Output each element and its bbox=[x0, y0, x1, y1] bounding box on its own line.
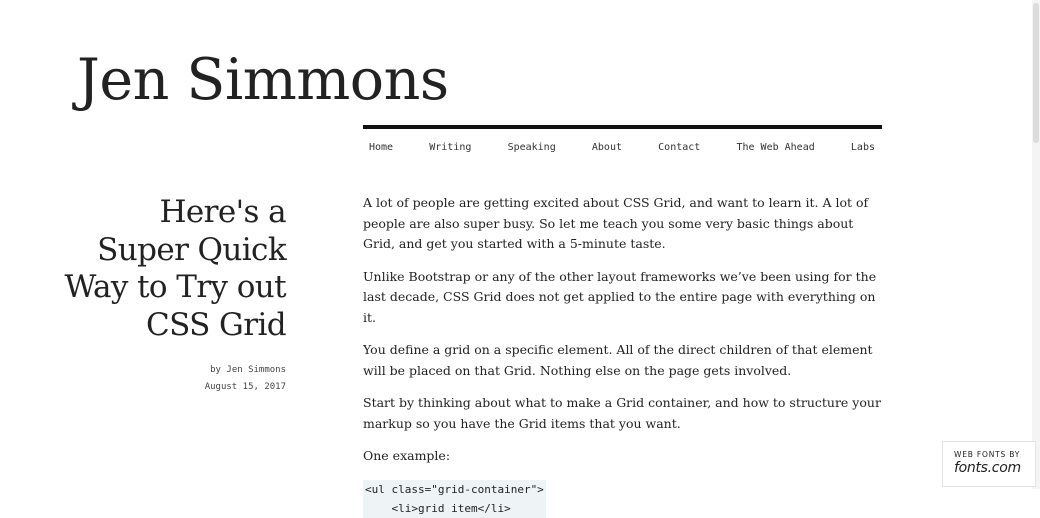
fonts-com-logo: fonts.com bbox=[954, 460, 1021, 476]
nav-item-contact[interactable]: Contact bbox=[658, 142, 701, 153]
nav-item-speaking[interactable]: Speaking bbox=[507, 142, 556, 153]
site-title[interactable]: Jen Simmons bbox=[77, 47, 449, 113]
nav-item-about[interactable]: About bbox=[591, 142, 622, 153]
paragraph: A lot of people are getting excited about CSS Grid, and want to learn it. A lot of people are also super busy. So let me teach you some very basic things about Grid, and get you started with a 5-minute taste. bbox=[363, 195, 869, 251]
post-meta bbox=[120, 362, 286, 396]
post-byline: by Jen Simmons bbox=[210, 365, 286, 375]
code-line: <ul class="grid-container"> bbox=[365, 482, 544, 496]
code-block bbox=[363, 480, 546, 518]
article-body bbox=[363, 193, 883, 518]
scrollbar-thumb[interactable] bbox=[1033, 3, 1039, 143]
nav-divider bbox=[363, 125, 882, 129]
badge-caption: WEB FONTS BY bbox=[954, 450, 1021, 459]
main-nav bbox=[369, 141, 875, 155]
nav-item-labs[interactable]: Labs bbox=[850, 142, 875, 153]
code-line: <li>grid item</li> bbox=[365, 501, 511, 515]
nav-item-the-web-ahead[interactable]: The Web Ahead bbox=[736, 142, 815, 153]
nav-item-home[interactable]: Home bbox=[369, 142, 394, 153]
paragraph: Start by thinking about what to make a Grid container, and how to structure your markup so you have the Grid items that you want. bbox=[363, 395, 881, 431]
post-date: August 15, 2017 bbox=[204, 382, 286, 392]
page-scrollbar[interactable] bbox=[1032, 0, 1040, 489]
nav-item-writing[interactable]: Writing bbox=[429, 142, 472, 153]
paragraph: One example: bbox=[363, 448, 451, 463]
fonts-com-badge[interactable] bbox=[942, 441, 1036, 487]
post-title: Here's a Super Quick Way to Try out CSS Grid bbox=[64, 194, 286, 343]
paragraph: Unlike Bootstrap or any of the other layout frameworks we’ve been using for the last decade, CSS Grid does not get applied to the entire page with everything on it. bbox=[363, 268, 877, 325]
paragraph: You define a grid on a specific element. All of the direct children of that element will be placed on that Grid. Nothing else on the page gets involved. bbox=[363, 342, 873, 378]
